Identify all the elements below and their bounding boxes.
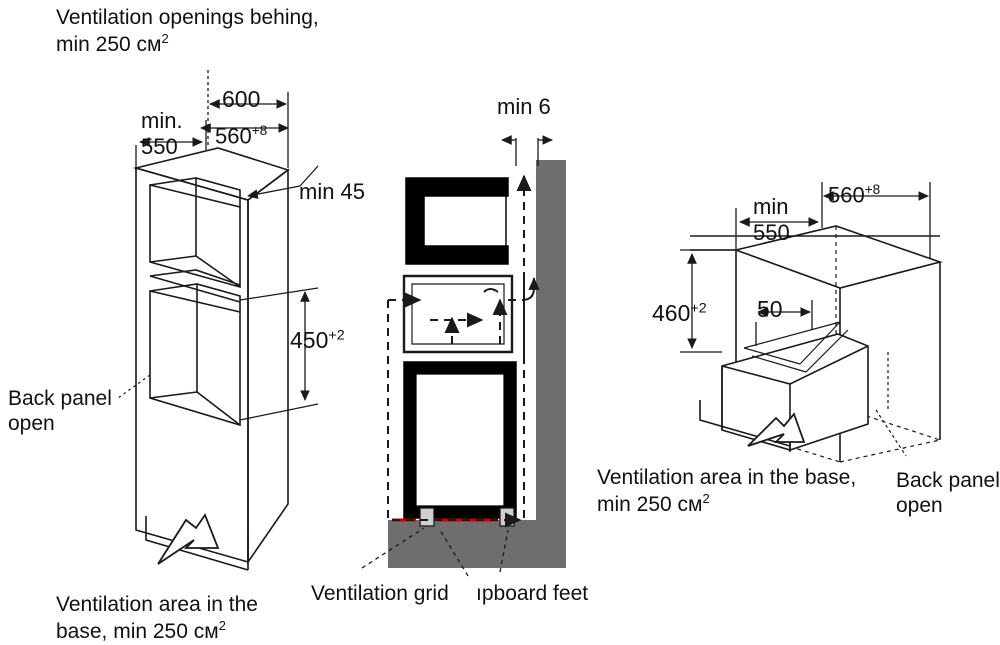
- dim-450-sup: +2: [328, 327, 345, 344]
- label-ventilation-grid: Ventilation grid: [311, 582, 449, 605]
- vent-area-left-line1: Ventilation area in the: [56, 593, 258, 616]
- right-cabinet-drawing: [690, 226, 940, 462]
- label-dim-560-right: [828, 182, 880, 208]
- vent-area-right-line2: min 250 см: [597, 492, 703, 516]
- vent-area-right-sup: 2: [702, 490, 710, 506]
- label-back-panel-open-left: [8, 387, 112, 437]
- label-dim-460: [652, 300, 707, 327]
- dim-450-value: 450: [290, 327, 329, 353]
- vent-area-left-sup: 2: [218, 617, 226, 633]
- label-dim-600: 600: [222, 86, 261, 112]
- label-min-45: min 45: [299, 179, 366, 204]
- label-min-6: min 6: [497, 94, 551, 119]
- label-vent-area-base-right: [597, 466, 856, 518]
- dim-600: [208, 70, 288, 168]
- dim-560-right-value: 560: [828, 182, 865, 208]
- middle-section-drawing: [388, 160, 566, 568]
- label-min-550-left: [141, 108, 183, 160]
- min-550-right-line2: 550: [753, 219, 790, 245]
- vent-openings-line2: min 250 см: [56, 32, 162, 56]
- back-panel-left-line1: Back panel: [8, 387, 112, 410]
- min-550-left-line1: min.: [141, 108, 183, 133]
- label-dim-50: 50: [757, 296, 783, 322]
- dim-560-left-sup: +8: [251, 123, 268, 138]
- label-dim-450: [290, 327, 345, 354]
- left-cabinet-drawing: [118, 148, 288, 570]
- label-cupboard-feet: ıpboard feet: [476, 582, 589, 605]
- label-vent-area-base-left: [56, 593, 258, 645]
- back-panel-right-line2: open: [896, 493, 943, 517]
- min-550-right-line1: min: [753, 194, 789, 219]
- dim-560-right-sup: +8: [864, 182, 881, 197]
- dim-460-sup: +2: [690, 300, 707, 317]
- vent-openings-sup: 2: [161, 30, 169, 46]
- min-550-left-line2: 550: [141, 133, 178, 159]
- dim-460-value: 460: [652, 300, 691, 326]
- label-ventilation-openings-behind: [56, 6, 319, 58]
- back-panel-right-line1: Back panel: [896, 469, 1000, 492]
- vent-openings-line1: Ventilation openings behing,: [56, 6, 319, 29]
- label-min-550-right: [753, 194, 790, 246]
- dim-560-left-value: 560: [215, 123, 252, 149]
- label-dim-560-left: [215, 123, 267, 149]
- back-panel-left-line2: open: [8, 411, 55, 435]
- vent-area-left-line2: base, min 250 см: [56, 619, 219, 643]
- vent-area-right-line1: Ventilation area in the base,: [597, 466, 857, 489]
- label-back-panel-open-right: [896, 469, 1000, 519]
